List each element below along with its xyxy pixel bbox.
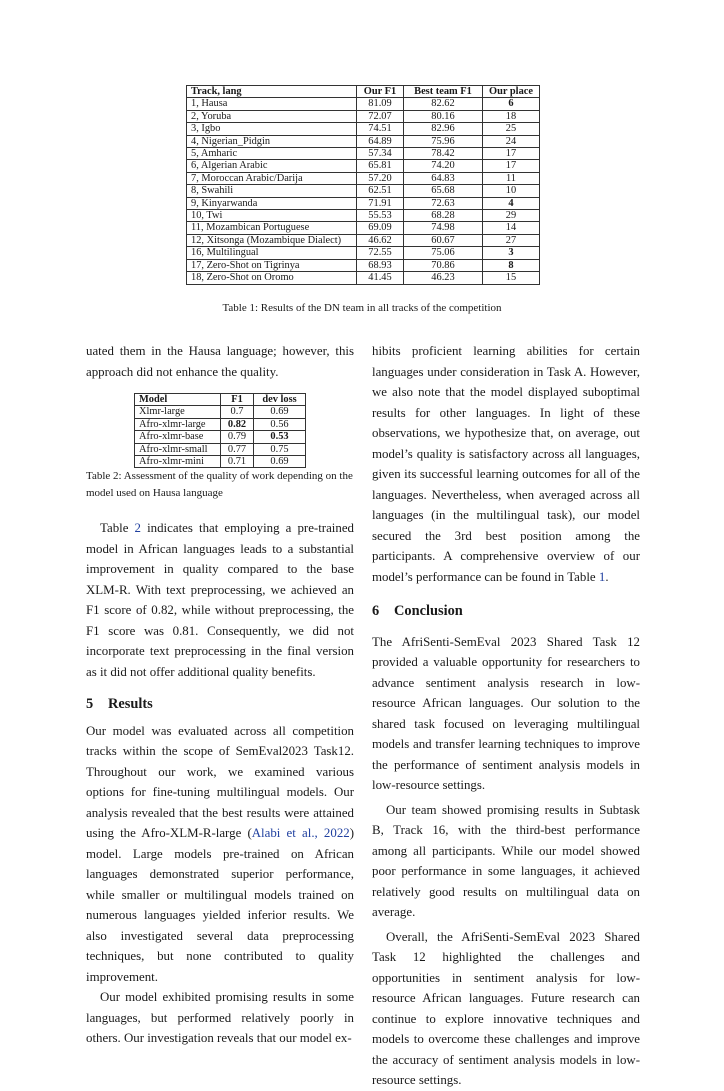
track-cell: 18, Zero-Shot on Oromo — [187, 272, 357, 284]
place-cell: 11 — [483, 172, 540, 184]
table-row — [187, 148, 540, 160]
table-header-row — [135, 394, 306, 406]
table-row — [187, 222, 540, 234]
header-our-f1: Our F1 — [357, 86, 404, 98]
model-cell: Afro-xlmr-large — [135, 418, 221, 430]
table-row — [135, 418, 306, 430]
place-cell: 8 — [483, 259, 540, 271]
section-heading — [86, 694, 354, 715]
paragraph: Overall, the AfriSenti-SemEval 2023 Shared Task 12 highlighted the challenges and opportunities in sentiment analysis for low-resource African languages. Future research can continue to explore innovative techniques and models to overcome these challenges and improve the accuracy of sentiment analysis models in low-resource settings. — [372, 929, 640, 1087]
results-table-body — [187, 98, 540, 284]
table-row — [187, 259, 540, 271]
table1-caption: Table 1: Results of the DN team in all tracks of the competition — [222, 302, 502, 314]
results-table — [186, 85, 540, 285]
track-cell: 7, Moroccan Arabic/Darija — [187, 172, 357, 184]
place-cell: 27 — [483, 234, 540, 246]
best-f1-cell: 72.63 — [404, 197, 483, 209]
left-column — [86, 341, 354, 1049]
our-f1-cell: 55.53 — [357, 210, 404, 222]
our-f1-cell: 65.81 — [357, 160, 404, 172]
our-f1-cell: 72.55 — [357, 247, 404, 259]
model-cell: Afro-xlmr-base — [135, 431, 221, 443]
f1-cell: 0.77 — [221, 443, 254, 455]
paragraph: The AfriSenti-SemEval 2023 Shared Task 12 provided a valuable opportunity for researchers to advance sentiment analysis research in low-resource African languages. Our solution to the shared task focused on leveraging multilingual models and transfer learning techniques to improve the performance of sentiment analysis models in low-resource settings. — [372, 634, 640, 792]
track-cell: 11, Mozambican Portuguese — [187, 222, 357, 234]
dev-loss-cell: 0.53 — [254, 431, 306, 443]
text: . — [605, 569, 609, 584]
track-cell: 6, Algerian Arabic — [187, 160, 357, 172]
best-f1-cell: 46.23 — [404, 272, 483, 284]
place-cell: 18 — [483, 110, 540, 122]
citation-link[interactable]: Alabi et al., 2022 — [251, 826, 350, 841]
table-row — [187, 135, 540, 147]
our-f1-cell: 46.62 — [357, 234, 404, 246]
section-title: Conclusion — [394, 603, 463, 619]
model-comparison-table — [134, 393, 306, 468]
place-cell: 29 — [483, 210, 540, 222]
our-f1-cell: 68.93 — [357, 259, 404, 271]
our-f1-cell: 71.91 — [357, 197, 404, 209]
track-cell: 12, Xitsonga (Mozambique Dialect) — [187, 234, 357, 246]
place-cell: 3 — [483, 247, 540, 259]
model-table-body — [135, 406, 306, 468]
table-row — [187, 185, 540, 197]
dev-loss-cell: 0.56 — [254, 418, 306, 430]
table-header-row — [187, 86, 540, 98]
section-title: Results — [108, 696, 153, 713]
table-row — [187, 234, 540, 246]
text: indicates that employing a pre-trained model in African languages leads to a substantial improvement in quality compared to the base XLM-R. With text preprocessing, we achieved an F1 score of 0.82, while without preprocessing, the F1 score was 0.81. Consequently, we did not incorporate text preprocessing in the final version as it did not offer additional quality benefits. — [86, 521, 354, 679]
track-cell: 5, Amharic — [187, 148, 357, 160]
our-f1-cell: 69.09 — [357, 222, 404, 234]
best-f1-cell: 75.06 — [404, 247, 483, 259]
paragraph: Our team showed promising results in Subtask B, Track 16, with the third-best performance among all participants. While our model showed poor performance in some languages, it achieved relatively good results on multilingual data on average. — [372, 802, 640, 919]
table-row — [187, 110, 540, 122]
place-cell: 17 — [483, 160, 540, 172]
best-f1-cell: 74.20 — [404, 160, 483, 172]
table-row — [135, 456, 306, 468]
our-f1-cell: 62.51 — [357, 185, 404, 197]
place-cell: 24 — [483, 135, 540, 147]
track-cell: 10, Twi — [187, 210, 357, 222]
best-f1-cell: 82.62 — [404, 98, 483, 110]
header-dev-loss: dev loss — [254, 394, 306, 406]
our-f1-cell: 72.07 — [357, 110, 404, 122]
header-best-f1: Best team F1 — [404, 86, 483, 98]
place-cell: 14 — [483, 222, 540, 234]
f1-cell: 0.82 — [221, 418, 254, 430]
our-f1-cell: 57.20 — [357, 172, 404, 184]
section-number: 5 — [86, 696, 94, 713]
table-ref-link[interactable]: 2 — [134, 521, 141, 536]
dev-loss-cell: 0.69 — [254, 456, 306, 468]
table-row — [187, 98, 540, 110]
track-cell: 16, Multilingual — [187, 247, 357, 259]
table-row — [187, 197, 540, 209]
best-f1-cell: 65.68 — [404, 185, 483, 197]
track-cell: 17, Zero-Shot on Tigrinya — [187, 259, 357, 271]
table-ref-link[interactable]: 1 — [598, 569, 606, 584]
best-f1-cell: 74.98 — [404, 222, 483, 234]
header-track: Track, lang — [187, 86, 357, 98]
best-f1-cell: 78.42 — [404, 148, 483, 160]
table2-caption: Table 2: Assessment of the quality of work depending on the model used on Hausa language — [86, 470, 353, 500]
table-row — [187, 160, 540, 172]
track-cell: 1, Hausa — [187, 98, 357, 110]
f1-cell: 0.7 — [221, 406, 254, 418]
our-f1-cell: 57.34 — [357, 148, 404, 160]
table-row — [135, 406, 306, 418]
our-f1-cell: 64.89 — [357, 135, 404, 147]
our-f1-cell: 74.51 — [357, 123, 404, 135]
table-row — [187, 210, 540, 222]
paragraph — [86, 721, 354, 988]
best-f1-cell: 75.96 — [404, 135, 483, 147]
paragraph: uated them in the Hausa language; however, this approach did not enhance the quality. — [86, 344, 354, 379]
paragraph: Our model exhibited promising results in some languages, but performed relatively poorly in others. Our investigation reveals that our model ex- — [86, 990, 354, 1046]
table-row — [135, 443, 306, 455]
right-column — [372, 341, 640, 1091]
section-heading — [372, 601, 640, 622]
model-cell: Afro-xlmr-mini — [135, 456, 221, 468]
text: Table — [100, 521, 135, 536]
best-f1-cell: 64.83 — [404, 172, 483, 184]
table-row — [187, 123, 540, 135]
header-model: Model — [135, 394, 221, 406]
text: hibits proficient learning abilities for certain languages under consideration in Task A. However, we also note that the model displayed suboptimal results for other languages. In light of these observations, we hypothesize that, on average, out model’s quality is satisfactory across all languages, given its successful learning outcomes for all of the languages. Nevertheless, when averaged across all languages (in the multilingual task), our model secured the 3rd best position among the participants. A comprehensive overview of our model’s performance can be found in Table — [372, 344, 640, 584]
place-cell: 4 — [483, 197, 540, 209]
best-f1-cell: 68.28 — [404, 210, 483, 222]
track-cell: 8, Swahili — [187, 185, 357, 197]
place-cell: 15 — [483, 272, 540, 284]
dev-loss-cell: 0.69 — [254, 406, 306, 418]
place-cell: 17 — [483, 148, 540, 160]
header-f1: F1 — [221, 394, 254, 406]
our-f1-cell: 81.09 — [357, 98, 404, 110]
best-f1-cell: 82.96 — [404, 123, 483, 135]
track-cell: 9, Kinyarwanda — [187, 197, 357, 209]
place-cell: 6 — [483, 98, 540, 110]
our-f1-cell: 41.45 — [357, 272, 404, 284]
table-row — [187, 272, 540, 284]
dev-loss-cell: 0.75 — [254, 443, 306, 455]
track-cell: 3, Igbo — [187, 123, 357, 135]
text: ) model. Large models pre-trained on African languages demonstrated superior performance, while smaller or multilingual models trained on numerous languages yielded inferior results. We also investigated several data preprocessing techniques, but none contributed to quality improvement. — [86, 826, 355, 984]
model-cell: Afro-xlmr-small — [135, 443, 221, 455]
model-cell: Xlmr-large — [135, 406, 221, 418]
text: Our model was evaluated across all competition tracks within the scope of SemEval2023 Task12. Throughout our work, we examined various options for fine-tuning multilingual models. Our analysis revealed that the best results were attained using the Afro-XLM-R-large ( — [86, 723, 354, 841]
table-row — [135, 431, 306, 443]
place-cell: 10 — [483, 185, 540, 197]
table-row — [187, 172, 540, 184]
best-f1-cell: 60.67 — [404, 234, 483, 246]
f1-cell: 0.71 — [221, 456, 254, 468]
track-cell: 4, Nigerian_Pidgin — [187, 135, 357, 147]
best-f1-cell: 70.86 — [404, 259, 483, 271]
f1-cell: 0.79 — [221, 431, 254, 443]
table-row — [187, 247, 540, 259]
header-place: Our place — [483, 86, 540, 98]
track-cell: 2, Yoruba — [187, 110, 357, 122]
place-cell: 25 — [483, 123, 540, 135]
best-f1-cell: 80.16 — [404, 110, 483, 122]
section-number: 6 — [372, 603, 380, 619]
paragraph — [86, 518, 354, 682]
paragraph — [372, 341, 640, 587]
